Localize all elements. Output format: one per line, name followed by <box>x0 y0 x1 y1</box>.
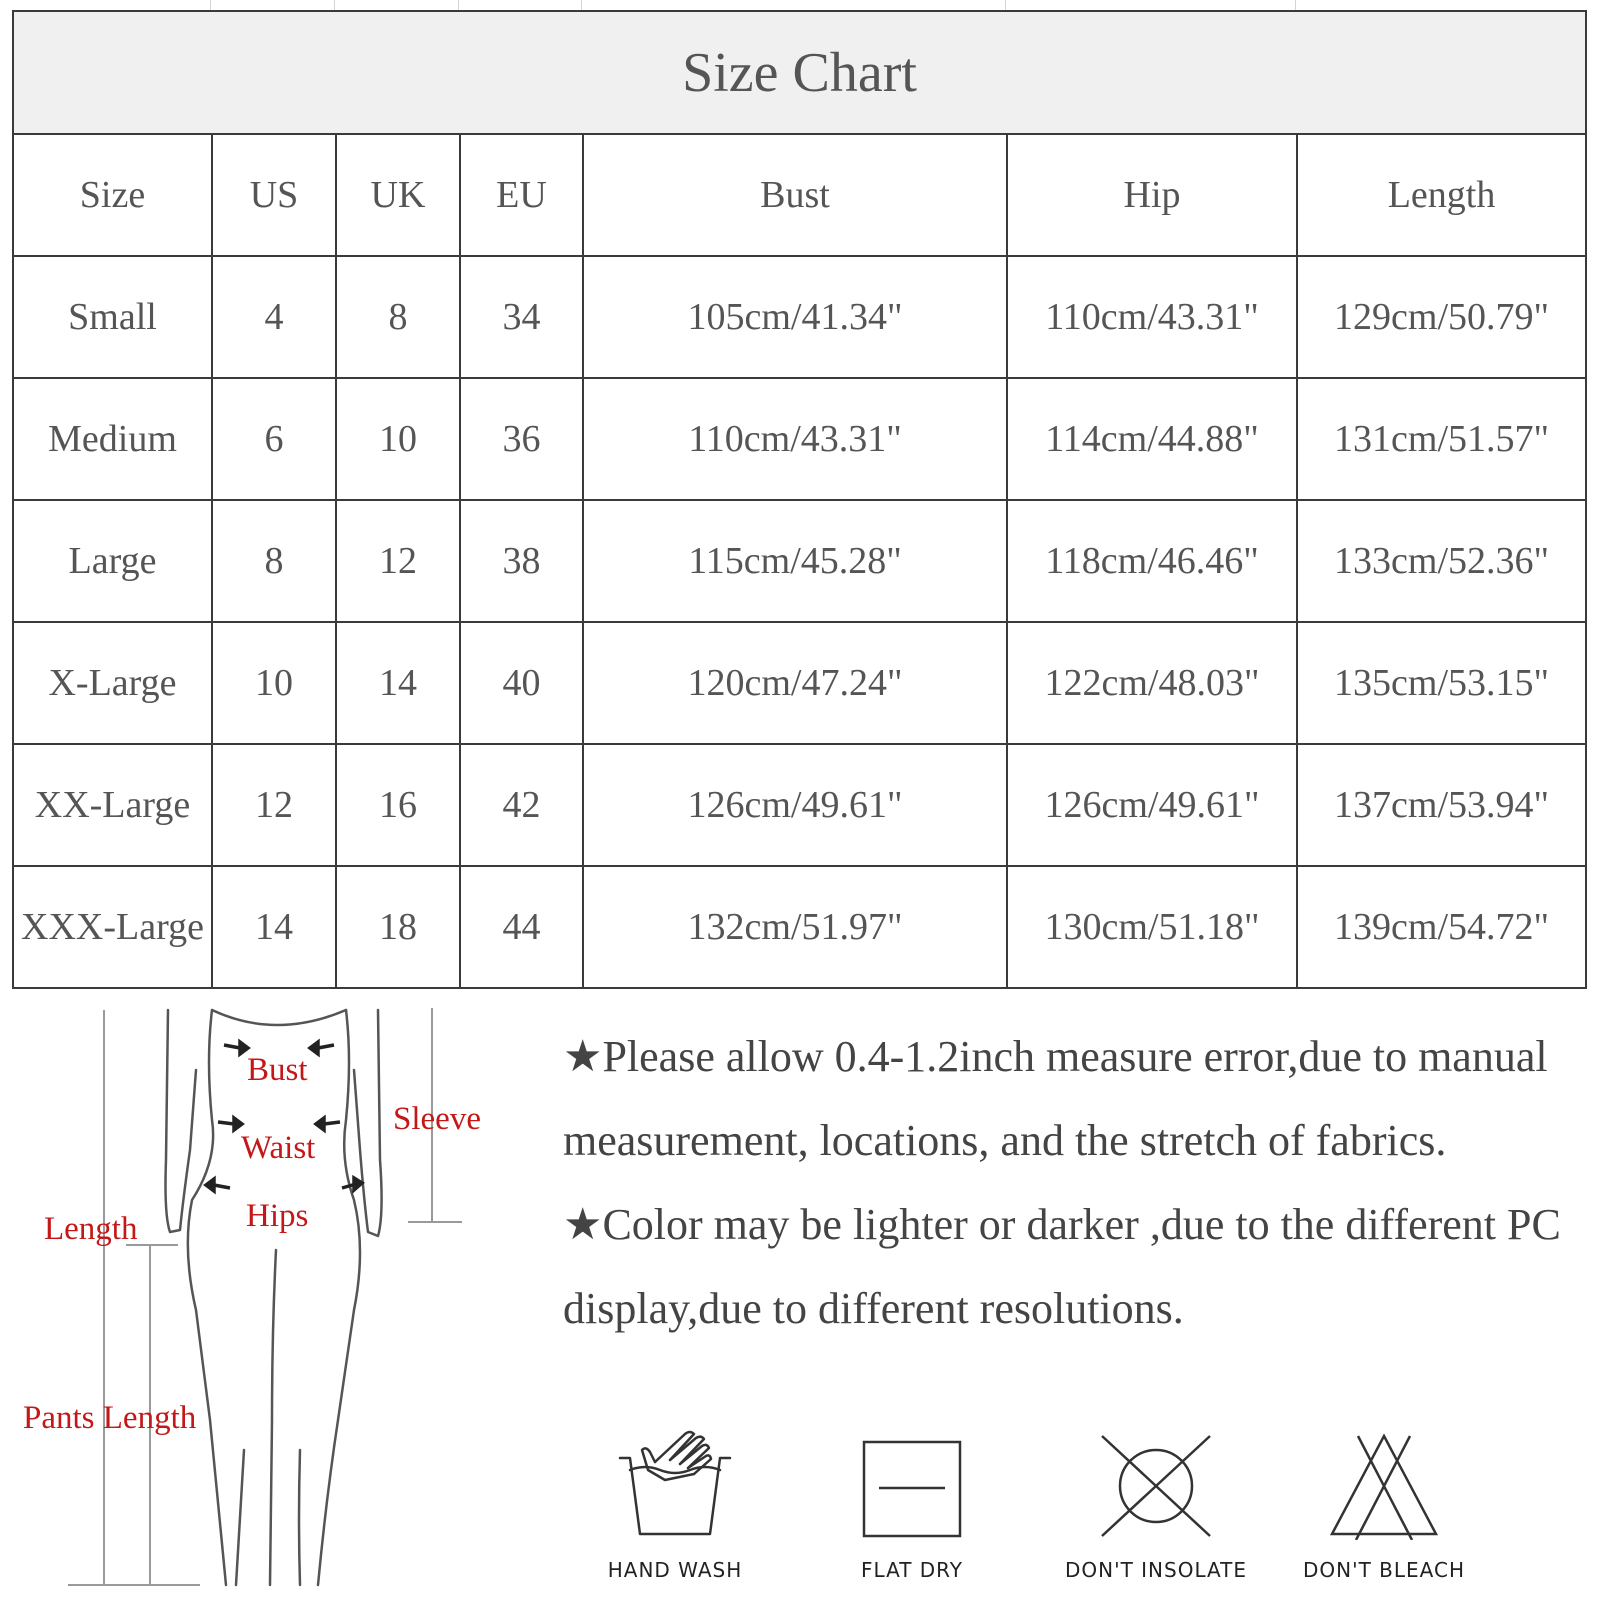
table-cell: 110cm/43.31" <box>583 378 1007 500</box>
table-header-row <box>13 134 1586 256</box>
grid-line <box>581 0 582 10</box>
table-cell: 131cm/51.57" <box>1297 378 1586 500</box>
table-cell: 40 <box>460 622 583 744</box>
table-cell: 120cm/47.24" <box>583 622 1007 744</box>
table-cell: 115cm/45.28" <box>583 500 1007 622</box>
table-cell: 44 <box>460 866 583 988</box>
table-cell: 12 <box>212 744 336 866</box>
hips-label: Hips <box>246 1198 309 1234</box>
table-cell: 10 <box>336 378 460 500</box>
dont-bleach-icon <box>1324 1430 1444 1540</box>
header-cell: UK <box>336 134 460 256</box>
table-cell: 139cm/54.72" <box>1297 866 1586 988</box>
table-cell: 132cm/51.97" <box>583 866 1007 988</box>
care-label: HAND WASH <box>607 1558 743 1582</box>
table-cell: 133cm/52.36" <box>1297 500 1586 622</box>
note-color: ★Color may be lighter or darker ,due to the different PC display,due to different resolutions. <box>563 1200 1561 1333</box>
table-cell: 36 <box>460 378 583 500</box>
table-cell: 42 <box>460 744 583 866</box>
table-cell: 105cm/41.34" <box>583 256 1007 378</box>
care-label: DON'T BLEACH <box>1302 1558 1465 1582</box>
notes <box>563 1015 1573 1351</box>
care-label: DON'T INSOLATE <box>1064 1558 1248 1582</box>
table-cell: 114cm/44.88" <box>1007 378 1297 500</box>
table-cell: 129cm/50.79" <box>1297 256 1586 378</box>
size-table <box>12 10 1587 989</box>
table-cell: 34 <box>460 256 583 378</box>
care-flat-dry <box>792 1430 1032 1600</box>
table-cell: 18 <box>336 866 460 988</box>
table-cell: 118cm/46.46" <box>1007 500 1297 622</box>
table-cell: 122cm/48.03" <box>1007 622 1297 744</box>
table-cell: 8 <box>336 256 460 378</box>
table-cell: 16 <box>336 744 460 866</box>
table-cell: 12 <box>336 500 460 622</box>
table-row <box>13 622 1586 744</box>
table-cell: 4 <box>212 256 336 378</box>
care-label: FLAT DRY <box>860 1558 964 1582</box>
grid-line <box>1295 0 1296 10</box>
size-cell: X-Large <box>13 622 212 744</box>
size-cell: Medium <box>13 378 212 500</box>
dont-insolate-icon <box>1096 1430 1216 1540</box>
pants-length-label: Pants Length <box>23 1400 197 1436</box>
table-cell: 135cm/53.15" <box>1297 622 1586 744</box>
header-cell: US <box>212 134 336 256</box>
table-cell: 14 <box>212 866 336 988</box>
table-row <box>13 744 1586 866</box>
grid-line <box>210 0 211 10</box>
hand-wash-icon <box>610 1430 740 1540</box>
measurement-figure <box>0 1000 520 1600</box>
flat-dry-icon <box>857 1430 967 1540</box>
length-label: Length <box>44 1211 138 1247</box>
table-cell: 6 <box>212 378 336 500</box>
note-measure-error: ★Please allow 0.4-1.2inch measure error,due to manual measurement, locations, and the stretch of fabrics. <box>563 1032 1548 1165</box>
table-cell: 38 <box>460 500 583 622</box>
table-cell: 10 <box>212 622 336 744</box>
care-dont-bleach <box>1264 1430 1504 1600</box>
table-cell: 14 <box>336 622 460 744</box>
waist-label: Waist <box>241 1130 316 1166</box>
grid-line <box>334 0 335 10</box>
bust-label: Bust <box>247 1052 308 1088</box>
header-cell: Length <box>1297 134 1586 256</box>
care-hand-wash <box>555 1430 795 1600</box>
sleeve-label: Sleeve <box>393 1101 481 1137</box>
table-cell: 126cm/49.61" <box>583 744 1007 866</box>
header-cell: Bust <box>583 134 1007 256</box>
header-cell: Size <box>13 134 212 256</box>
table-row <box>13 866 1586 988</box>
grid-line <box>1005 0 1006 10</box>
size-cell: Large <box>13 500 212 622</box>
size-cell: Small <box>13 256 212 378</box>
table-cell: 130cm/51.18" <box>1007 866 1297 988</box>
table-cell: 137cm/53.94" <box>1297 744 1586 866</box>
table-row <box>13 378 1586 500</box>
size-cell: XXX-Large <box>13 866 212 988</box>
table-title: Size Chart <box>13 11 1586 134</box>
table-cell: 110cm/43.31" <box>1007 256 1297 378</box>
care-dont-insolate <box>1036 1430 1276 1600</box>
grid-line <box>458 0 459 10</box>
table-cell: 126cm/49.61" <box>1007 744 1297 866</box>
table-row <box>13 500 1586 622</box>
table-cell: 8 <box>212 500 336 622</box>
table-row <box>13 256 1586 378</box>
header-cell: Hip <box>1007 134 1297 256</box>
body-outline-illustration <box>0 1000 520 1600</box>
header-cell: EU <box>460 134 583 256</box>
size-cell: XX-Large <box>13 744 212 866</box>
